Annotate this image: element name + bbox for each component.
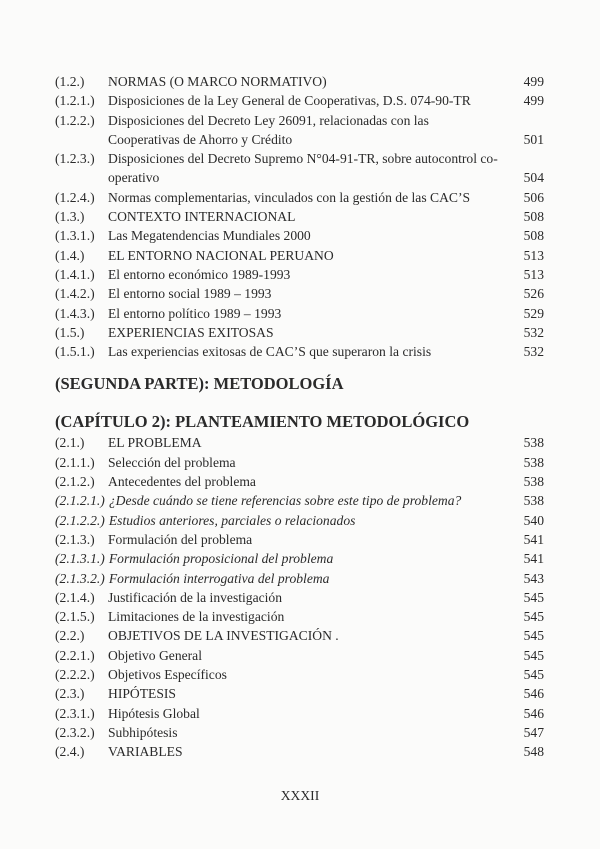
toc-entry (55, 704, 544, 723)
toc-entry-page: 545 (523, 609, 544, 625)
toc-entry-page: 545 (523, 589, 544, 605)
toc-entry-title: Subhipótesis (108, 724, 178, 740)
toc-group-part-one (55, 72, 544, 361)
toc-entry-title: Limitaciones de la investigación (108, 609, 285, 625)
toc-entry (55, 342, 544, 361)
toc-group-chapter-two (55, 433, 544, 761)
toc-entry-page: 545 (523, 647, 544, 663)
toc-entry (55, 549, 544, 568)
toc-entry-title: ¿Desde cuándo se tiene referencias sobre este tipo de problema? (108, 493, 462, 509)
toc-entry-title: Formulación del problema (108, 531, 253, 547)
toc-entry-page: 543 (523, 570, 544, 586)
toc-entry-number: (2.2.1.) (55, 647, 95, 663)
toc-entry-title: Disposiciones del Decreto Supremo N°04-91-TR, sobre autocontrol co-operativo (108, 151, 498, 186)
toc-entry-page: 538 (523, 493, 544, 509)
toc-entry-page: 538 (523, 474, 544, 490)
toc-entry-page: 547 (523, 724, 544, 740)
toc-entry-title: EL ENTORNO NACIONAL PERUANO (108, 247, 334, 263)
table-of-contents (55, 72, 544, 762)
toc-entry (55, 453, 544, 472)
toc-entry-page: 541 (523, 551, 544, 567)
toc-entry-number: (2.2.2.) (55, 667, 95, 683)
toc-entry-title: Formulación proposicional del problema (108, 551, 334, 567)
toc-entry-title: Hipótesis Global (108, 705, 200, 721)
toc-entry (55, 323, 544, 342)
toc-entry (55, 723, 544, 742)
toc-entry-page: 538 (523, 435, 544, 451)
toc-entry-page: 499 (523, 74, 544, 89)
toc-entry-page: 513 (523, 266, 544, 282)
toc-entry (55, 646, 544, 665)
toc-entry-page: 508 (523, 228, 544, 244)
toc-entry-title: Formulación interrogativa del problema (108, 570, 330, 586)
chapter-heading: (CAPÍTULO 2): PLANTEAMIENTO METODOLÓGICO (55, 412, 470, 432)
toc-entry-page: 546 (523, 686, 544, 702)
toc-entry-number: (2.1.3.) (55, 531, 95, 547)
toc-entry-number: (1.5.) (55, 324, 85, 340)
toc-entry (55, 491, 544, 510)
toc-entry-number: (1.5.1.) (55, 344, 95, 360)
toc-entry (55, 265, 544, 284)
toc-entry-title: El entorno político 1989 – 1993 (108, 305, 282, 321)
toc-entry-number: (2.4.) (55, 744, 85, 760)
toc-entry (55, 433, 544, 452)
toc-entry-title: Objetivo General (108, 647, 202, 663)
toc-entry-title: CONTEXTO INTERNACIONAL (108, 209, 296, 225)
toc-entry (55, 511, 544, 530)
toc-entry-page: 546 (523, 705, 544, 721)
toc-entry (55, 588, 544, 607)
toc-entry-title: El entorno social 1989 – 1993 (108, 286, 272, 302)
toc-entry (55, 188, 544, 207)
toc-entry-number: (1.2.1.) (55, 93, 95, 109)
toc-entry-page: 548 (523, 744, 544, 760)
toc-entry-number: (2.1.2.) (55, 474, 95, 490)
toc-entry (55, 742, 544, 761)
toc-entry-page: 501 (523, 131, 544, 147)
toc-entry-number: (1.3.1.) (55, 228, 95, 244)
toc-entry-number: (2.1.3.2.) (55, 570, 105, 586)
toc-entry-title: NORMAS (O MARCO NORMATIVO) (108, 74, 327, 89)
toc-entry-number: (2.1.4.) (55, 589, 95, 605)
toc-entry-number: (2.1.2.2.) (55, 512, 105, 528)
toc-entry-title: Antecedentes del problema (108, 474, 256, 490)
toc-entry (55, 149, 544, 188)
toc-entry-number: (2.3.) (55, 686, 85, 702)
toc-entry-number: (2.1.1.) (55, 454, 95, 470)
toc-entry-page: 545 (523, 628, 544, 644)
toc-entry-title: Las experiencias exitosas de CAC’S que superaron la crisis (108, 344, 432, 360)
toc-entry (55, 91, 544, 110)
toc-entry-title: VARIABLES (108, 744, 183, 760)
toc-entry-title: Justificación de la investigación (108, 589, 283, 605)
toc-entry (55, 530, 544, 549)
toc-entry-number: (2.1.3.1.) (55, 551, 105, 567)
toc-entry-title: El entorno económico 1989-1993 (108, 266, 291, 282)
toc-entry (55, 472, 544, 491)
toc-entry (55, 607, 544, 626)
toc-entry-page: 545 (523, 667, 544, 683)
toc-entry (55, 665, 544, 684)
toc-entry-title: HIPÓTESIS (108, 686, 176, 702)
toc-entry (55, 72, 544, 91)
toc-entry-page: 513 (523, 247, 544, 263)
toc-entry (55, 569, 544, 588)
toc-entry-page: 532 (523, 344, 544, 360)
part-heading: (SEGUNDA PARTE): METODOLOGÍA (55, 374, 344, 394)
toc-entry-page: 540 (523, 512, 544, 528)
toc-entry (55, 226, 544, 245)
toc-entry-number: (2.2.) (55, 628, 85, 644)
toc-entry-title: Normas complementarias, vinculados con la gestión de las CAC’S (108, 189, 471, 205)
toc-entry-page: 526 (523, 286, 544, 302)
toc-entry-number: (1.4.1.) (55, 266, 95, 282)
toc-entry (55, 207, 544, 226)
toc-entry-number: (1.4.) (55, 247, 85, 263)
toc-entry-number: (2.1.2.1.) (55, 493, 105, 509)
toc-entry-title: Selección del problema (108, 454, 236, 470)
toc-entry-page: 532 (523, 324, 544, 340)
toc-entry-page: 506 (523, 189, 544, 205)
toc-entry-title: Objetivos Específicos (108, 667, 227, 683)
toc-entry (55, 684, 544, 703)
toc-entry-number: (1.2.4.) (55, 189, 95, 205)
toc-entry-number: (2.1.) (55, 435, 85, 451)
toc-entry-title: EL PROBLEMA (108, 435, 202, 451)
toc-entry (55, 626, 544, 645)
page-number: XXXII (280, 788, 320, 803)
toc-entry-page: 538 (523, 454, 544, 470)
toc-entry-page: 504 (523, 170, 544, 186)
toc-entry-number: (1.3.) (55, 209, 85, 225)
toc-entry-title: EXPERIENCIAS EXITOSAS (108, 324, 274, 340)
toc-entry-page: 508 (523, 209, 544, 225)
toc-entry-number: (1.2.2.) (55, 112, 95, 128)
toc-entry-title: Disposiciones de la Ley General de Cooperativas, D.S. 074-90-TR (108, 93, 471, 109)
toc-entry-number: (1.2.3.) (55, 151, 95, 167)
toc-entry-number: (1.4.3.) (55, 305, 95, 321)
toc-entry-number: (1.2.) (55, 74, 85, 89)
toc-entry-title: Estudios anteriores, parciales o relacionados (108, 512, 356, 528)
toc-entry (55, 111, 544, 150)
toc-entry (55, 304, 544, 323)
toc-entry-number: (2.3.1.) (55, 705, 95, 721)
toc-entry-title: Las Megatendencias Mundiales 2000 (108, 228, 311, 244)
toc-entry-number: (2.1.5.) (55, 609, 95, 625)
toc-entry-page: 541 (523, 531, 544, 547)
toc-entry-title: Disposiciones del Decreto Ley 26091, relacionadas con las Cooperativas de Ahorro y Crédito (108, 112, 429, 147)
toc-entry-number: (1.4.2.) (55, 286, 95, 302)
toc-entry (55, 246, 544, 265)
toc-entry-page: 529 (523, 305, 544, 321)
toc-entry-number: (2.3.2.) (55, 724, 95, 740)
toc-entry-page: 499 (523, 93, 544, 109)
toc-entry (55, 284, 544, 303)
toc-entry-title: OBJETIVOS DE LA INVESTIGACIÓN . (108, 628, 339, 644)
